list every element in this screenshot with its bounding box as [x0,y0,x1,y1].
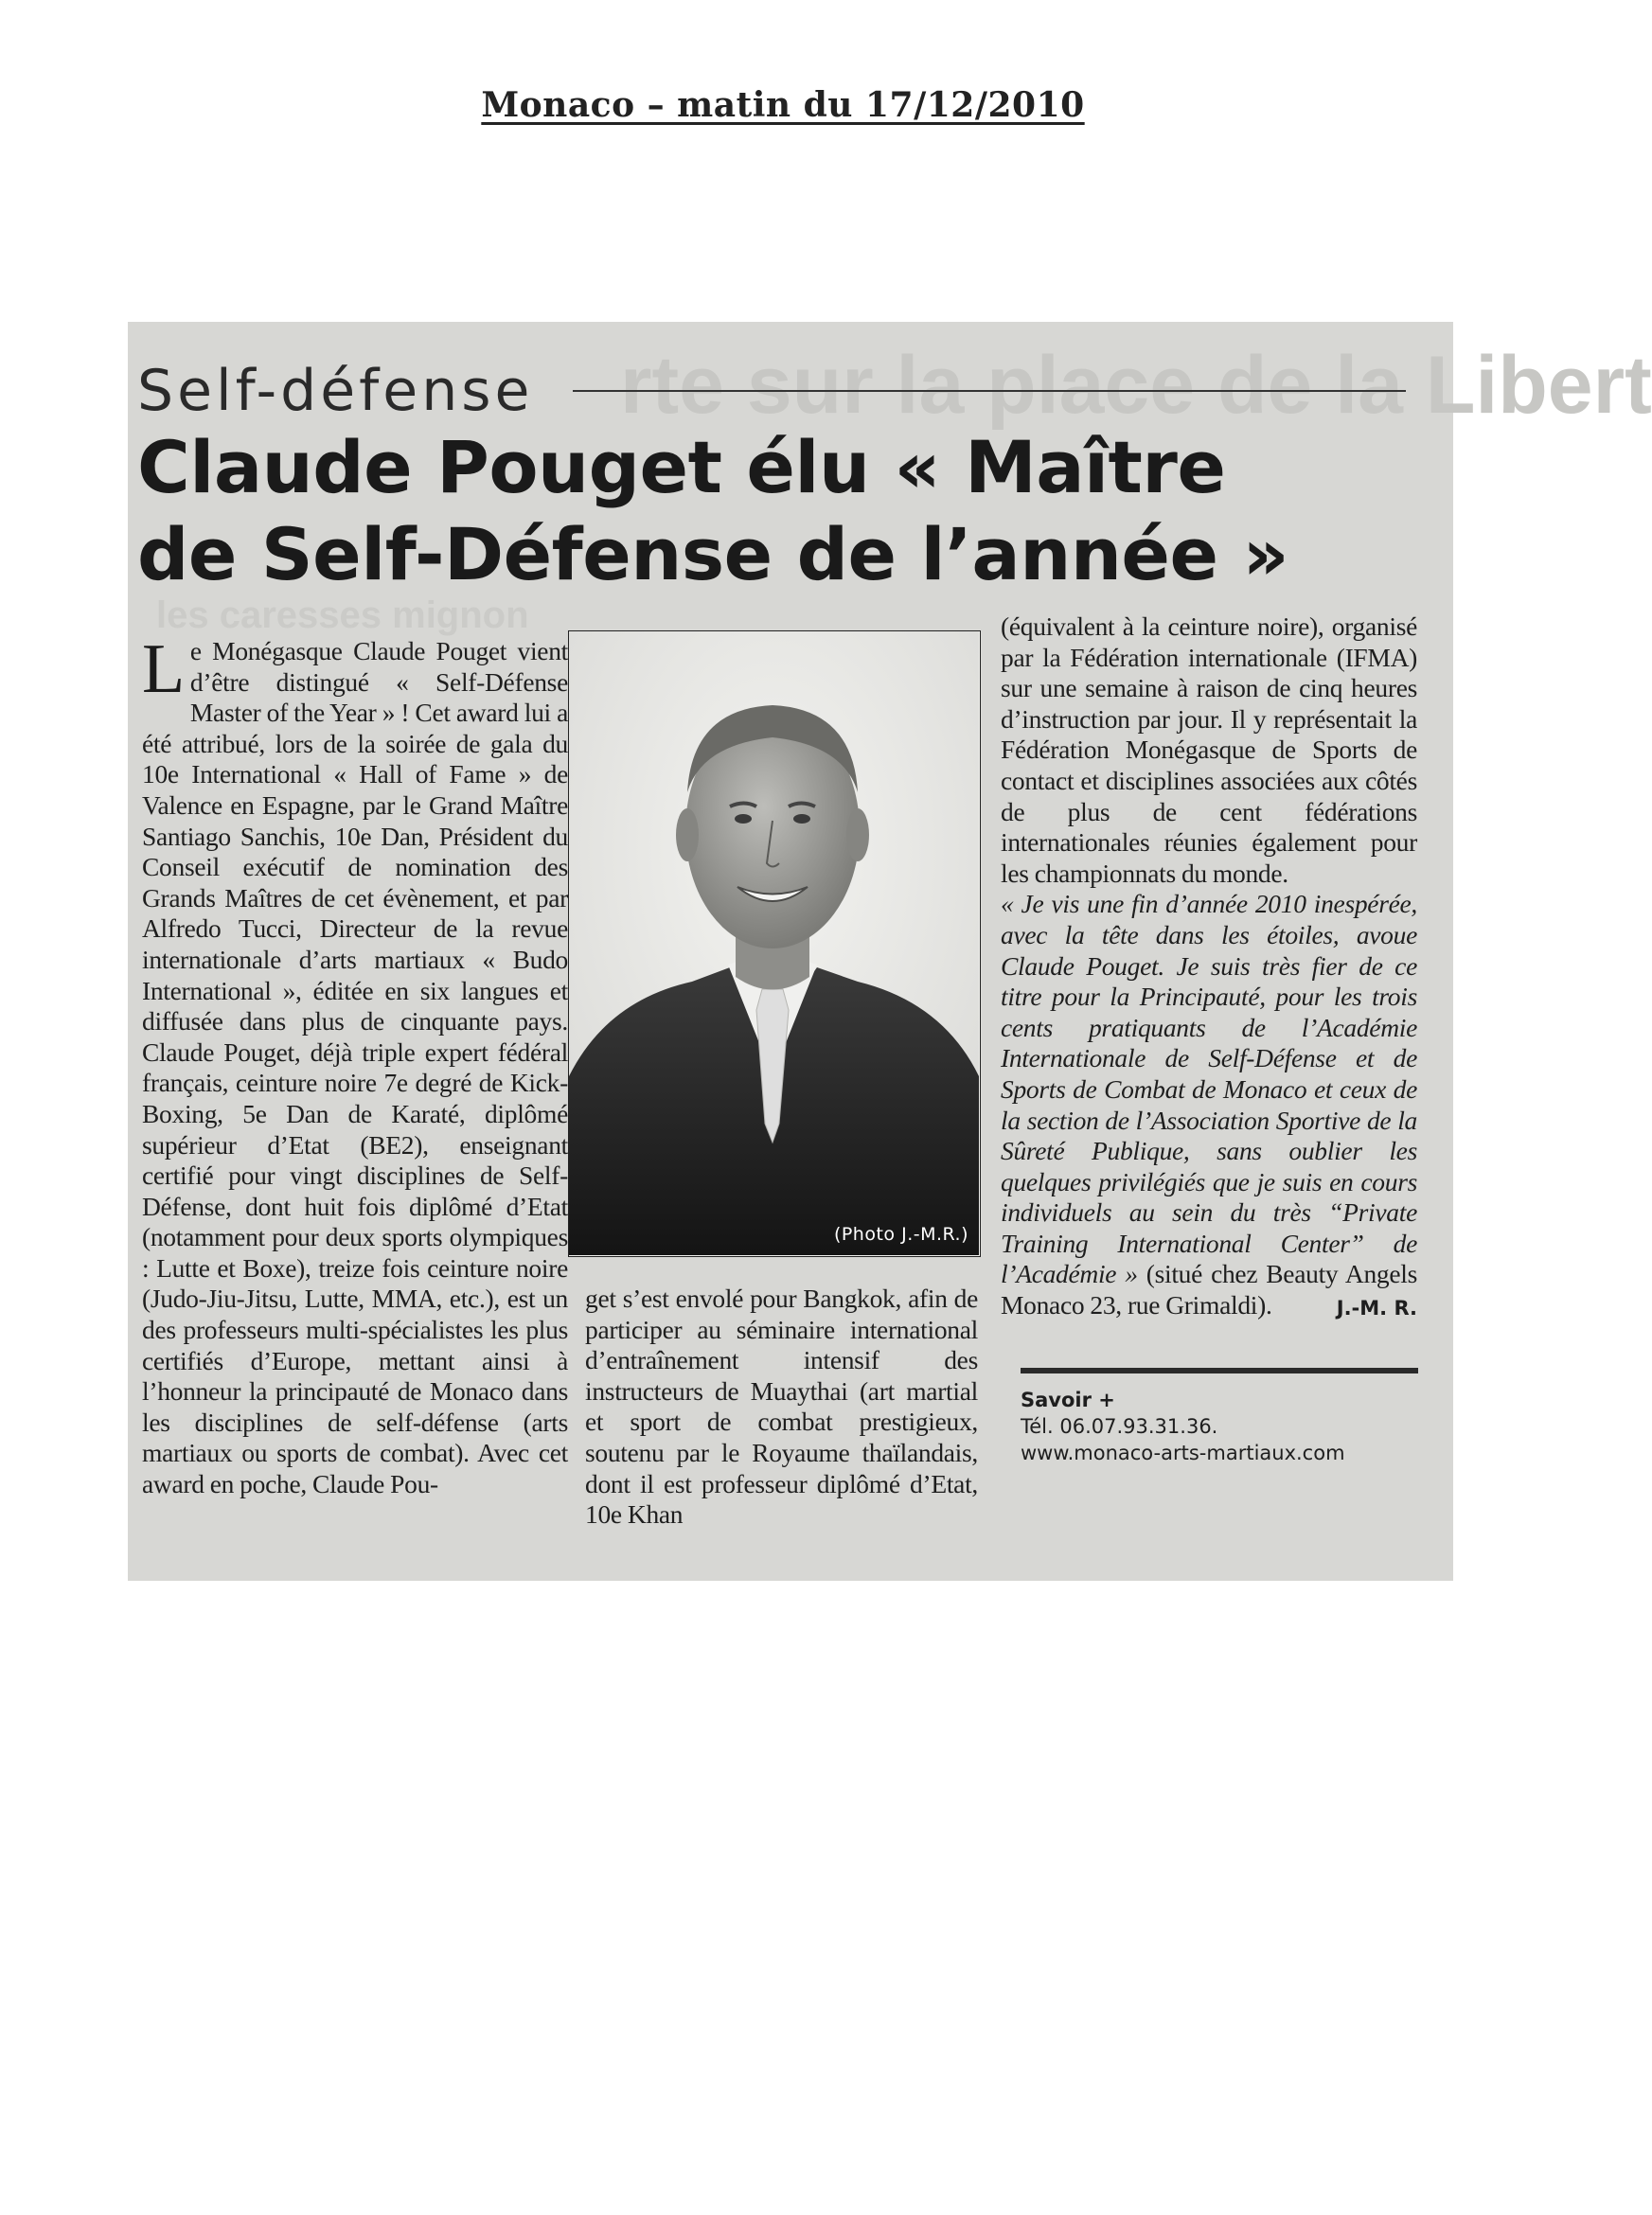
document-header: Monaco – matin du 17/12/2010 [481,85,1085,125]
quote-paragraph [1001,889,1417,1320]
quote-text: « Je vis une fin d’année 2010 inespérée, avec la tête dans les étoiles, avoue Claude Pouget. Je suis très fier de ce titre pour la Principauté, pour les trois cents pratiquants de l’Académie Internationale de Self-Défense et de Sports de Combat de Monaco et ceux de la section de l’Association Sportive de la Sûreté Publique, sans oublier les quelques privilégiés que je suis en cours individuels au sein du très “Private Training International Center” de l’Académie » [1001,889,1417,1289]
newspaper-clipping [128,322,1652,1581]
portrait-illustration [569,631,979,1255]
drop-cap: L [142,630,185,708]
info-box-url: www.monaco-arts-martiaux.com [1021,1442,1345,1464]
article-column-3 [1001,611,1417,1321]
info-box-phone: Tél. 06.07.93.31.36. [1021,1415,1218,1438]
byline: J.-M. R. [1336,1297,1417,1320]
article-headline [137,424,1444,598]
bleed-through-headline: rte sur la place de la Libert [620,340,1652,431]
portrait-photo [568,630,981,1257]
info-box-title: Savoir + [1021,1389,1115,1411]
column-2-text: get s’est envolé pour Bangkok, afin de participer au séminaire international d’entraînement intensif des instructeurs de Muaythai (art martial et sport de combat prestigieux, soutenu par le Royaume thaïlandais, dont il est professeur diplômé d’Etat, 10e Khan [585,1284,978,1530]
article-column-1 [142,630,568,1500]
headline-line-1: Claude Pouget élu « Maître [137,425,1226,509]
info-box-rule [1021,1368,1418,1373]
column-3-text: (équivalent à la ceinture noire), organisé par la Fédération internationale (IFMA) sur une semaine à raison de cinq heures d’instruction par jour. Il y représentait la Fédération Monégasque de Sports de contact et disciplines associées aux côtés de plus de cent fédérations internationales réunies également pour les championnats du monde. [1001,611,1417,888]
quote-location: (situé chez Beauty Angels Monaco 23, rue Grimaldi). [1001,1259,1417,1320]
bleed-through-text: les caresses mignon [156,594,529,636]
column-1-text: e Monégasque Claude Pouget vient d’être distingué « Self-Défense Master of the Year » ! Cet award lui a été attribué, lors de la soirée de gala du 10e International « Hall of Fame » de Valence en Espagne, par le Grand Maître Santiago Sanchis, 10e Dan, Président du Conseil exécutif de nomination des Grands Maîtres de cet évènement, et par Alfredo Tucci, Directeur de la revue internationale d’arts martiaux « Budo International », éditée en six langues et diffusée dans plus de cinquante pays. Claude Pouget, déjà triple expert fédéral français, ceinture noire 7e degré de Kick-Boxing, 5e Dan de Karaté, diplômé supérieur d’Etat (BE2), enseignant certifié pour vingt disciplines de Self-Défense, dont huit fois diplômé d’Etat (notamment pour deux sports olympiques : Lutte et Boxe), treize fois ceinture noire (Judo-Jiu-Jitsu, Lutte, MMA, etc.), est un des professeurs multi-spécialistes les plus certifiés d’Europe, mettant ainsi à l’honneur la principauté de Monaco dans les disciplines de self-défense (arts martiaux ou sports de combat). Avec cet award en poche, Claude Pou- [142,636,568,1499]
info-box [1021,1368,1418,1466]
rubric-rule [573,390,1406,392]
rubric [137,358,1434,434]
headline-line-2: de Self-Défense de l’année » [137,512,1289,596]
article-column-2 [585,1284,978,1531]
rubric-label: Self-défense [137,358,539,424]
photo-credit: (Photo J.-M.R.) [833,1224,968,1245]
